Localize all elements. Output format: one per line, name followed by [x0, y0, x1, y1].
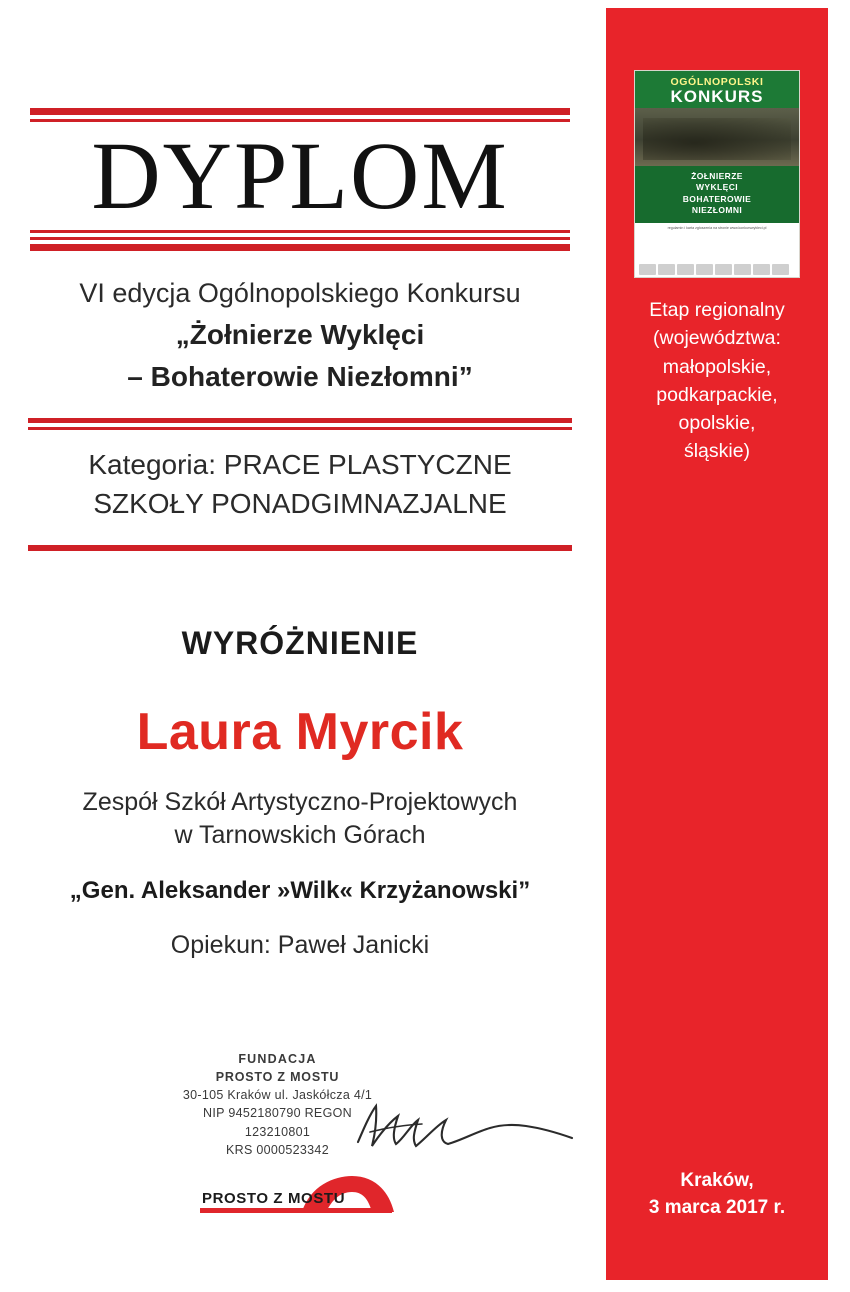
poster-photo: [635, 108, 799, 166]
sponsor-logo: [639, 277, 656, 278]
stamp-line-1: FUNDACJA: [238, 1052, 317, 1066]
separator-above-category: [28, 418, 572, 430]
stamp-line-3: 30-105 Kraków ul. Jaskółcza 4/1: [182, 1088, 373, 1103]
poster-header: [635, 71, 799, 108]
separator-below-category: [28, 545, 572, 551]
sponsor-logo: [734, 277, 751, 278]
title-block: [28, 108, 572, 251]
poster-body-text: regulamin i karta zgłoszenia na stronie www.konkurswykleci.pl: [635, 223, 799, 262]
sponsor-logo: [772, 264, 789, 275]
winner-name: Laura Myrcik: [136, 703, 464, 762]
publisher-logo-text: PROSTO Z MOSTU: [202, 1190, 346, 1207]
sponsor-logo: [772, 277, 789, 278]
poster-mid-line-2: WYKLĘCI: [696, 182, 738, 193]
signature-mark: [350, 1098, 580, 1154]
place-and-date: [616, 1167, 818, 1222]
sponsor-logo: [639, 264, 656, 275]
sponsor-logo: [677, 264, 694, 275]
poster-mid-line-3: BOHATEROWIE: [682, 193, 752, 204]
regional-stage-info: [616, 296, 818, 466]
contest-name-line-1: „Żołnierze Wyklęci: [175, 318, 425, 350]
award-label: WYRÓŻNIENIE: [181, 625, 419, 662]
contest-edition: VI edycja Ogólnopolskiego Konkursu: [79, 278, 521, 308]
sponsor-logo: [753, 264, 770, 275]
stage-line-1: Etap regionalny: [649, 299, 785, 321]
school-line-2: w Tarnowskich Górach: [174, 820, 426, 849]
sponsor-logo: [734, 264, 751, 275]
work-title: „Gen. Aleksander »Wilk« Krzyżanowski”: [69, 877, 531, 905]
bottom-rule-thin-2: [30, 237, 570, 240]
category-line-1: Kategoria: PRACE PLASTYCZNE: [88, 448, 512, 480]
page-title: DYPLOM: [91, 122, 509, 229]
bottom-rule-thin: [30, 230, 570, 233]
date-text: 3 marca 2017 r.: [648, 1197, 786, 1219]
poster-mid-line-4: NIEZŁOMNI: [691, 205, 743, 216]
stage-line-3: małopolskie,: [662, 355, 772, 378]
stamp-line-5: KRS 0000523342: [226, 1142, 329, 1157]
poster-top-small: OGÓLNOPOLSKI: [670, 76, 764, 88]
publisher-logo: [196, 1168, 396, 1220]
place-text: Kraków,: [680, 1169, 754, 1191]
sponsor-logo: [658, 264, 675, 275]
stage-line-2: (województwa:: [653, 327, 781, 350]
red-side-band: [606, 8, 828, 1280]
sponsor-logo: [753, 277, 770, 278]
category-line-2: SZKOŁY PONADGIMNAZJALNE: [93, 488, 507, 520]
sponsor-logo: [658, 277, 675, 278]
stage-line-4: podkarpackie,: [656, 383, 778, 406]
sponsor-logo: [677, 277, 694, 278]
contest-name-line-2: – Bohaterowie Niezłomni”: [127, 361, 473, 393]
poster-mid-line-1: ŻOŁNIERZE: [691, 171, 743, 181]
poster-subtitle: [635, 166, 799, 223]
stage-line-5: opolskie,: [678, 412, 756, 435]
sponsor-logo: [696, 277, 713, 278]
bottom-rule-thick: [30, 244, 570, 251]
contest-poster-image: [634, 70, 800, 278]
stamp-and-signature: [170, 1050, 590, 1170]
school-line-1: Zespół Szkół Artystyczno-Projektowych: [82, 788, 518, 817]
poster-sponsor-logos: [635, 262, 799, 278]
sponsor-logo: [715, 277, 732, 278]
sponsor-logo: [696, 264, 713, 275]
sponsor-logo: [715, 264, 732, 275]
mentor-line: Opiekun: Paweł Janicki: [170, 931, 430, 960]
stage-line-6: śląskie): [683, 440, 751, 463]
stamp-line-2: PROSTO Z MOSTU: [215, 1070, 340, 1085]
top-rule-thick: [30, 108, 570, 115]
stamp-line-4: NIP 9452180790 REGON 123210801: [203, 1106, 352, 1139]
poster-top-big: KONKURS: [670, 87, 764, 106]
